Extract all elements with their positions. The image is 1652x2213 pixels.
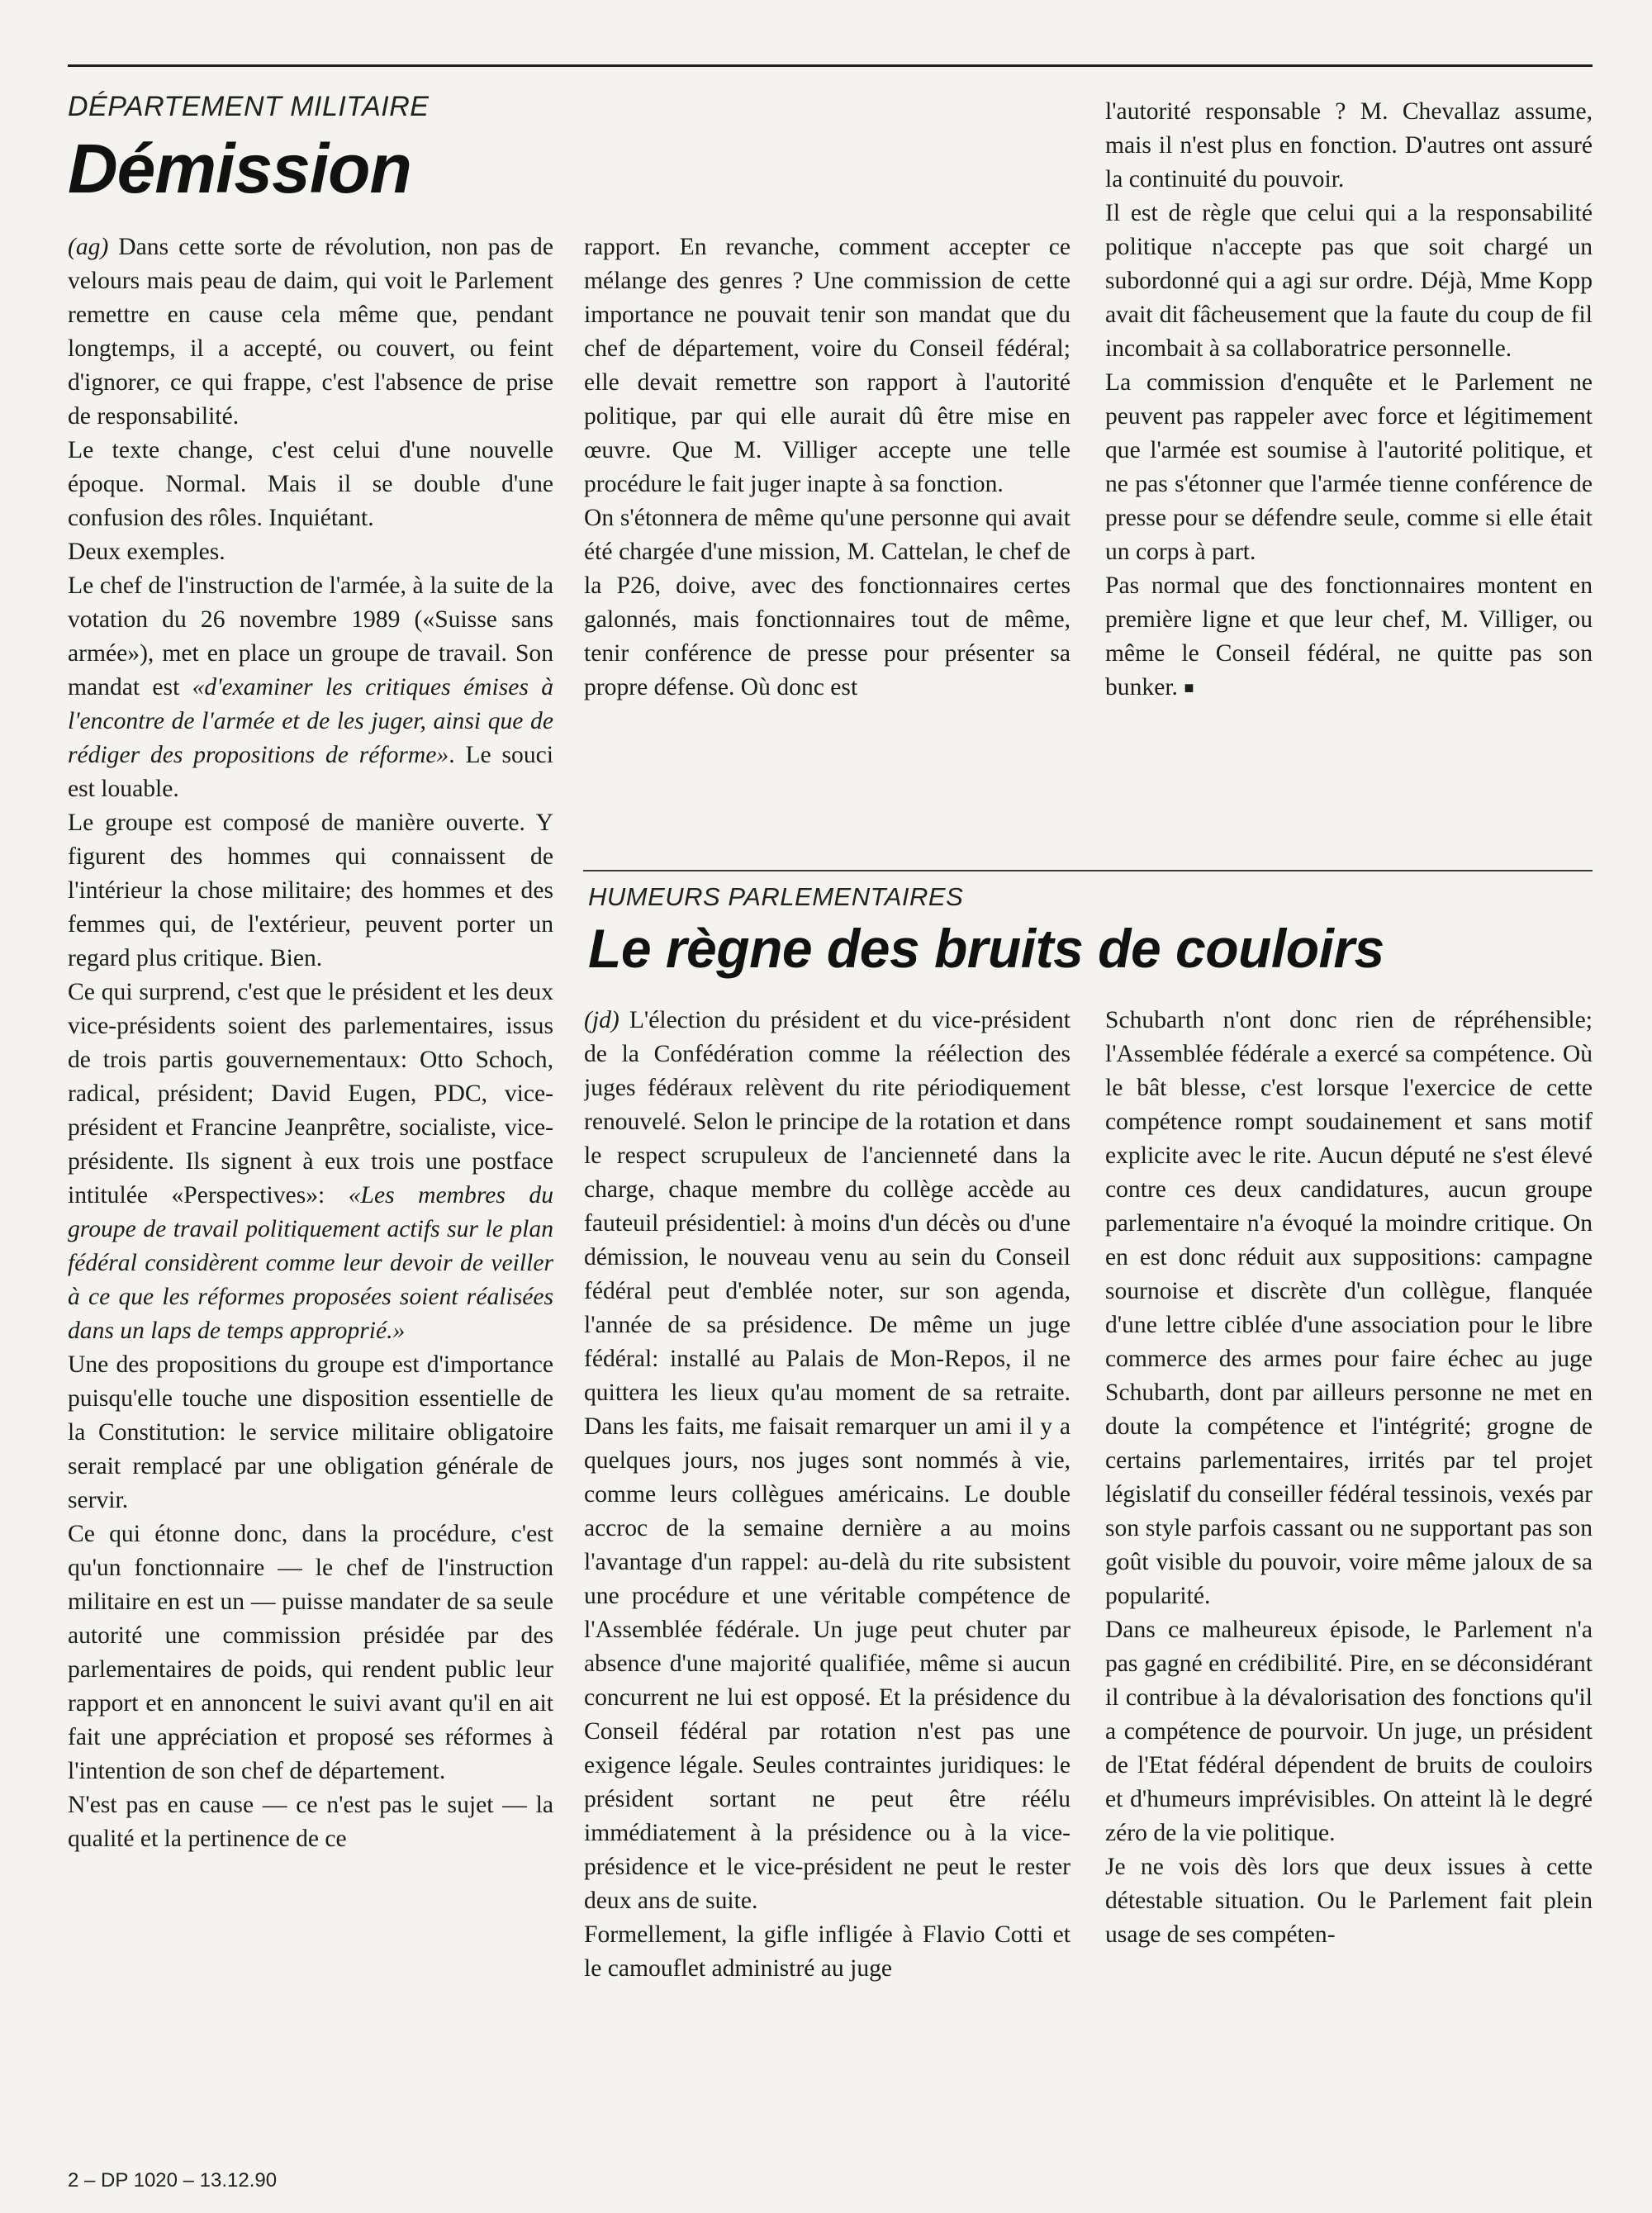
article1-column-3 (1105, 95, 1593, 805)
paragraph (68, 976, 553, 1348)
article2-column-2 (1105, 1004, 1593, 2149)
end-mark: ■ (1184, 679, 1194, 697)
body-text: L'élection du président et du vice-président de la Confédération comme la réélection des juges fédéraux relèvent du rite périodiquement renouvelé. Selon le principe de la rotation et dans le respect scrupuleux de l'ancienneté dans la charge, chaque membre du collège accède au fauteuil présidentiel: à moins d'un décès ou d'une démission, le nouveau venu au sein du Conseil fédéral peut d'emblée noter, sur son agenda, l'année de sa présidence. De même un juge fédéral: installé au Palais de Mon-Repos, il ne quittera les lieux qu'au moment de sa retraite. Dans les faits, me faisait remarquer un ami il y a quelques jours, nos juges sont nommés à vie, comme leurs collègues américains. Le double accroc de la semaine dernière a au moins l'avantage d'un rappel: au-delà du rite subsistent une procédure et une véritable compétence de l'Assemblée fédérale. Un juge peut chuter par absence d'une majorité qualifiée, même si aucun concurrent ne lui est opposé. Et la présidence du Conseil fédéral par rotation n'est pas une exigence légale. Seules contraintes juridiques: le président sortant ne peut être réélu immédiatement à la présidence ou à la vice-présidence et le vice-président ne peut le rester deux ans de suite. (584, 1007, 1070, 1914)
paragraph (68, 1348, 553, 1517)
page-folio: 2 – DP 1020 – 13.12.90 (68, 2169, 278, 2192)
paragraph (1105, 95, 1593, 197)
italic-text: «Les membres du groupe de travail politiquement actifs sur le plan fédéral considèrent comme leur devoir de veiller à ce que les réformes proposées soient réalisées dans un laps de temps approprié.» (68, 1182, 553, 1344)
paragraph (584, 230, 1070, 501)
body-text: Dans ce malheureux épisode, le Parlement n'a pas gagné en crédibilité. Pire, en se déconsidérant il contribue à la dévalorisation des fonctions qu'il a compétence de pourvoir. Un juge, un président de l'Etat fédéral dépendent de bruits de couloirs et d'humeurs imprévisibles. On atteint là le degré zéro de la vie politique. (1105, 1617, 1593, 1846)
body-text: Formellement, la gifle infligée à Flavio Cotti et le camouflet administré au juge (584, 1921, 1070, 1982)
paragraph (1105, 1613, 1593, 1850)
body-text: Il est de règle que celui qui a la responsabilité politique n'accepte pas que soit chargé un subordonné qui a agi sur ordre. Déjà, Mme Kopp avait dit fâcheusement que la faute du coup de fil incombait à sa collaboratrice personnelle. (1105, 200, 1593, 362)
body-text: Le texte change, c'est celui d'une nouvelle époque. Normal. Mais il se double d'une confusion des rôles. Inquiétant. (68, 437, 553, 531)
article1-title: Démission (68, 130, 411, 207)
paragraph (1105, 1004, 1593, 1613)
body-text: . Le souci est louable. (68, 742, 553, 802)
body-text: On s'étonnera de même qu'une personne qui avait été chargée d'une mission, M. Cattelan, le chef de la P26, doive, avec des fonctionnaires certes galonnés, mais fonctionnaires tout de même, tenir conférence de presse pour présenter sa propre défense. Où donc est (584, 505, 1070, 700)
paragraph (1105, 569, 1593, 705)
body-text: La commission d'enquête et le Parlement ne peuvent pas rappeler avec force et légitimement que l'armée est soumise à l'autorité politique, et ne pas s'étonner que l'armée tienne conférence de presse pour se défendre seule, comme si elle était un corps à part. (1105, 369, 1593, 565)
body-text: l'autorité responsable ? M. Chevallaz assume, mais il n'est plus en fonction. D'autres ont assuré la continuité du pouvoir. (1105, 98, 1593, 192)
body-text: Pas normal que des fonctionnaires montent en première ligne et que leur chef, M. Villiger, ou même le Conseil fédéral, ne quitte pas son bunker. (1105, 572, 1593, 700)
body-text: Je ne vois dès lors que deux issues à cette détestable situation. Ou le Parlement fait plein usage de ses compéten- (1105, 1854, 1593, 1948)
body-text: Ce qui surprend, c'est que le président et les deux vice-présidents soient des parlementaires, issus de trois partis gouvernementaux: Otto Schoch, radical, président; David Eugen, PDC, vice-président et Francine Jeanprêtre, socialiste, vice-présidente. Ils signent à eux trois une postface intitulée «Perspectives»: (68, 979, 553, 1209)
paragraph (68, 1517, 553, 1788)
section-divider (583, 870, 1593, 871)
paragraph (1105, 197, 1593, 366)
paragraph (68, 1788, 553, 1856)
paragraph (68, 434, 553, 535)
paragraph (68, 535, 553, 569)
body-text: Le chef de l'instruction de l'armée, à la suite de la votation du 26 novembre 1989 («Suisse sans armée»), met en place un groupe de travail. Son mandat est (68, 572, 553, 700)
body-text: N'est pas en cause — ce n'est pas le sujet — la qualité et la pertinence de ce (68, 1792, 553, 1852)
paragraph (68, 569, 553, 806)
paragraph (1105, 1850, 1593, 1952)
article2-column-1 (584, 1004, 1070, 2149)
body-text: Le groupe est composé de manière ouverte. Y figurent des hommes qui connaissent de l'intérieur la chose militaire; des hommes et des femmes qui, de l'extérieur, peuvent porter un regard plus critique. Bien. (68, 810, 553, 971)
article2-kicker: HUMEURS PARLEMENTAIRES (588, 882, 964, 911)
article2-title: Le règne des bruits de couloirs (588, 918, 1384, 979)
paragraph (68, 230, 553, 434)
article1-kicker: DÉPARTEMENT MILITAIRE (68, 91, 430, 122)
article1-column-1 (68, 230, 553, 2149)
body-text: Une des propositions du groupe est d'importance puisqu'elle touche une disposition essentielle de la Constitution: le service militaire obligatoire serait remplacé par une obligation générale de servir. (68, 1351, 553, 1513)
body-text: Schubarth n'ont donc rien de répréhensible; l'Assemblée fédérale a exercé sa compétence. Où le bât blesse, c'est lorsque l'exercice de cette compétence rompt soudainement et sans motif explicite avec le rite. Aucun député ne s'est élevé contre ces deux candidatures, aucun groupe parlementaire n'a évoqué la moindre critique. On en est donc réduit aux suppositions: campagne sournoise et discrète d'un collègue, flanquée d'une lettre ciblée d'une association pour le libre commerce des armes pour faire échec au juge Schubarth, dont par ailleurs personne ne met en doute la compétence et l'intégrité; grogne de certains parlementaires, irrités par tel projet législatif du conseiller fédéral tessinois, vexés par son style parfois cassant ou ne supportant pas son goût visible du pouvoir, voire même jaloux de sa popularité. (1105, 1007, 1593, 1609)
italic-text: (jd) (584, 1007, 620, 1033)
paragraph (1105, 366, 1593, 569)
paragraph (584, 1004, 1070, 1918)
body-text: rapport. En revanche, comment accepter ce mélange des genres ? Une commission de cette importance ne pouvait tenir son mandat que du chef de département, voire du Conseil fédéral; elle devait remettre son rapport à l'autorité politique, par qui elle aurait dû être mise en œuvre. Que M. Villiger accepte une telle procédure le fait juger inapte à sa fonction. (584, 234, 1070, 497)
paragraph (584, 501, 1070, 705)
italic-text: (ag) (68, 234, 109, 260)
article1-column-2 (584, 230, 1070, 805)
body-text: Dans cette sorte de révolution, non pas de velours mais peau de daim, qui voit le Parlement remettre en cause cela même que, pendant longtemps, il a accepté, ou couvert, ou feint d'ignorer, ce qui frappe, c'est l'absence de prise de responsabilité. (68, 234, 553, 430)
top-rule (68, 64, 1593, 67)
body-text: Deux exemples. (68, 539, 225, 565)
italic-text: «d'examiner les critiques émises à l'encontre de l'armée et de les juger, ainsi que de rédiger des propositions de réforme» (68, 674, 553, 768)
paragraph (584, 1918, 1070, 1986)
body-text: Ce qui étonne donc, dans la procédure, c'est qu'un fonctionnaire — le chef de l'instruction militaire en est un — puisse mandater de sa seule autorité une commission présidée par des parlementaires de poids, qui rendent public leur rapport et en annoncent le suivi avant qu'il en ait fait une appréciation et proposé ses réformes à l'intention de son chef de département. (68, 1521, 553, 1784)
paragraph (68, 806, 553, 976)
